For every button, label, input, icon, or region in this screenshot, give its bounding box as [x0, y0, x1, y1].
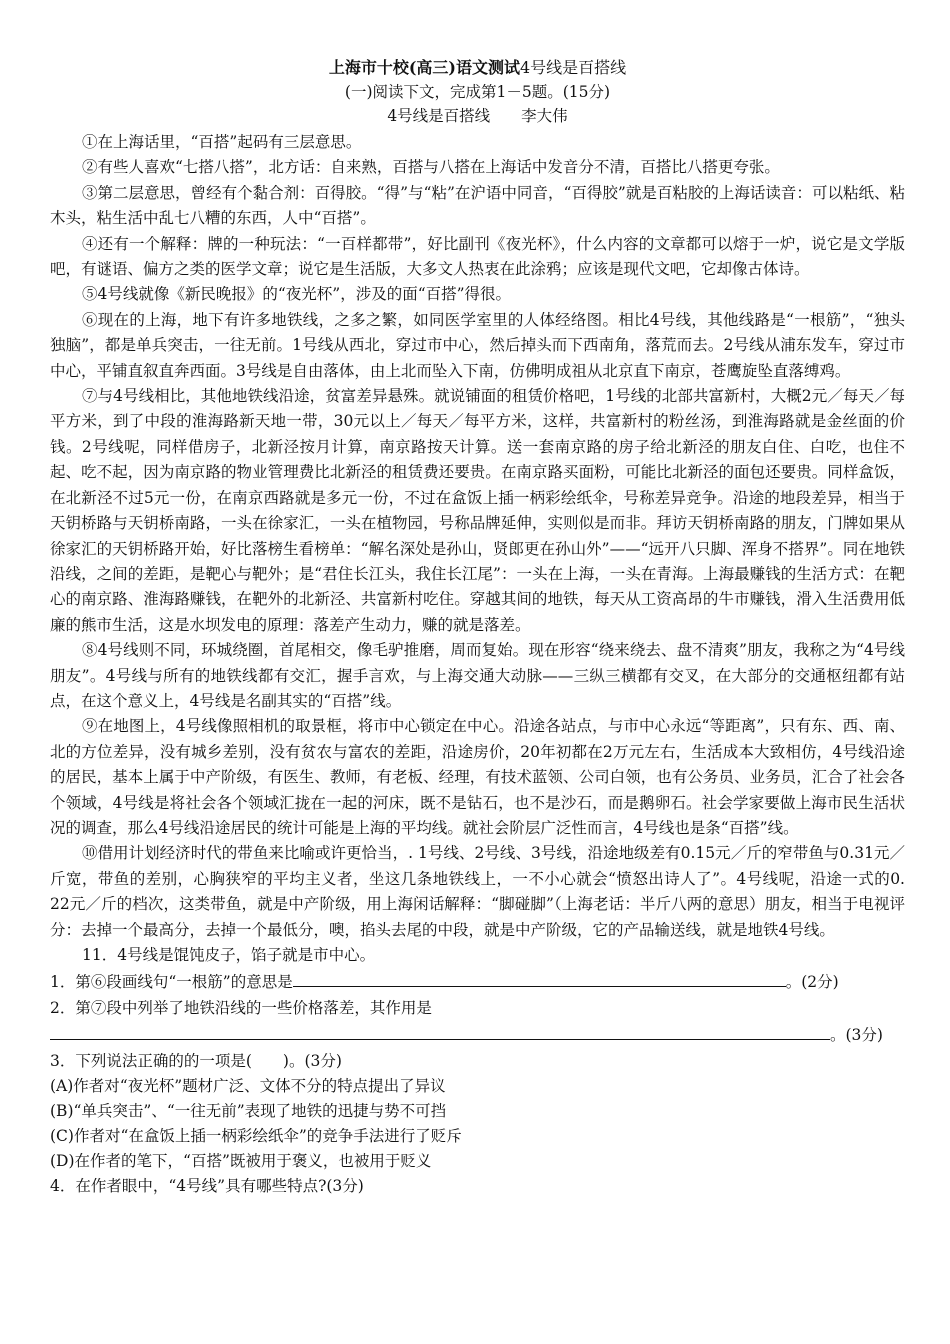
- question-3-option-d: (D)在作者的笔下，“百搭”既被用于褒义，也被用于贬义: [50, 1152, 432, 1171]
- question-2-score: 。(3分): [830, 1026, 883, 1045]
- article-title: 4号线是百搭线 李大伟: [387, 107, 568, 125]
- title-bold: 上海市十校(高三)语文测试: [328, 58, 520, 77]
- paragraph-10: ⑩借用计划经济时代的带鱼来比喻或许更恰当，. 1号线、2号线、3号线，沿途地级差有0.15元／斤的窄带鱼与0.31元／斤宽，带鱼的差别，心胸狭窄的平均主义者，坐这几条地铁线上，一不小心就会“愤怒出诗人了”。4号线呢，沿途一式的0. 22元／斤的档次，这类带鱼，就是中产阶级，用上海闲话解释：“脚碰脚”（上海老话：半斤八两的意思）朋友，相当于电视评分：去掉一个最高分，去掉一个最低分，噢，掐头去尾的中段，就是中产阶级，它的产品输送线，就是地铁4号线。: [50, 844, 905, 939]
- paragraph-8: ⑧4号线则不同，环城绕圈，首尾相交，像毛驴推磨，周而复始。现在形容“绕来绕去、盘不清爽”朋友，我称之为“4号线朋友”。4号线与所有的地铁线都有交汇，握手言欢，与上海交通大动脉——三纵三横都有交叉，在大部分的交通枢纽都有站点，在这个意义上，4号线是名副其实的“百搭”线。: [50, 641, 905, 710]
- question-3-option-b: (B)“单兵突击”、“一往无前”表现了地铁的迅捷与势不可挡: [50, 1102, 447, 1121]
- article-body: [50, 130, 905, 968]
- document-page: [50, 56, 905, 1199]
- questions-section: [50, 968, 905, 1199]
- question-3-option-a: (A)作者对“夜光杯”题材广泛、文体不分的特点提出了异议: [50, 1077, 446, 1096]
- question-4: 4．在作者眼中，“4号线”具有哪些特点?(3分): [50, 1177, 364, 1196]
- document-title: [50, 56, 905, 80]
- question-3-option-c: (C)作者对“在盒饭上插一柄彩绘纸伞”的竞争手法进行了贬斥: [50, 1127, 462, 1146]
- paragraph-4: ④还有一个解释：牌的一种玩法：“一百样都带”，好比副刊《夜光杯》，什么内容的文章都可以熔于一炉，说它是文学版吧，有谜语、偏方之类的医学文章；说它是生活版，大多文人热衷在此涂鸦；应该是现代文吧，它却像古体诗。: [50, 234, 905, 279]
- section-heading: (一)阅读下文，完成第1－5题。(15分): [344, 83, 611, 101]
- paragraph-2: ②有些人喜欢“七搭八搭”，北方话：自来熟，百搭与八搭在上海话中发音分不清，百搭比八搭更夸张。: [82, 158, 780, 177]
- question-1-text: 1．第⑥段画线句“一根筋”的意思是: [50, 973, 293, 992]
- paragraph-6: ⑥现在的上海，地下有许多地铁线，之多之繁，如同医学室里的人体经络图。相比4号线，其他线路是“一根筋”，“独头独脑”，都是单兵突击，一往无前。1号线从西北，穿过市中心，然后掉头而下西南角，落荒而去。2号线从浦东发车，穿过市中心，平铺直叙直奔西面。3号线是自由落体，由上北而坠入下南，仿佛明成祖从北京直下南京，苍鹰旋坠直落缚鸡。: [50, 310, 905, 380]
- question-1-answer-blank[interactable]: [293, 968, 786, 987]
- question-1: [50, 968, 905, 995]
- paragraph-1: ①在上海话里，“百搭”起码有三层意思。: [82, 133, 362, 151]
- paragraph-5: ⑤4号线就像《新民晚报》的“夜光杯”，涉及的面“百搭”得很。: [82, 285, 512, 304]
- question-1-score: 。(2分): [785, 973, 839, 992]
- paragraph-7: ⑦与4号线相比，其他地铁线沿途，贫富差异悬殊。就说铺面的租赁价格吧，1号线的北部共富新村，大概2元／每天／每平方米，到了中段的淮海路新天地一带，30元以上／每天／每平方米，这样，共富新村的粉丝汤，到淮海路就是金丝面的价钱。2号线呢，同样借房子，北新泾按月计算，南京路按天计算。送一套南京路的房子给北新泾的朋友白住、白吃，也住不起、吃不起，因为南京路的物业管理费比北新泾的租赁费还要贵。在南京路买面粉，可能比北新泾的面包还要贵。同样盒饭，在北新泾不过5元一份，在南京西路就是多元一份，不过在盒饭上插一柄彩绘纸伞，号称差异竞争。沿途的地段差异，相当于天钥桥路与天钥桥南路，一头在徐家汇，一头在植物园，号称品牌延伸，实则似是而非。拜访天钥桥南路的朋友，门牌如果从徐家汇的天钥桥路开始，好比落榜生看榜单：“解名深处是孙山，贤郎更在孙山外”——“远开八只脚、浑身不搭界”。同在地铁沿线，之间的差距，是靶心与靶外；是“君住长江头，我住长江尾”：一头在上海，一头在青海。上海最赚钱的生活方式：在靶心的南京路、淮海路赚钱，在靶外的北新泾、共富新村吃住。穿越其间的地铁，每天从工资高昂的牛市赚钱，滑入生活费用低廉的熊市生活，这是水坝发电的原理：落差产生动力，赚的就是落差。: [50, 387, 905, 634]
- question-2-answer-line: [50, 1021, 905, 1048]
- paragraph-3: ③第二层意思，曾经有个黏合剂：百得胶。“得”与“粘”在沪语中同音，“百得胶”就是百粘胶的上海话读音：可以粘纸、粘木头，粘生活中乱七八糟的东西，人中“百搭”。: [50, 183, 905, 228]
- question-2: 2．第⑦段中列举了地铁沿线的一些价格落差，其作用是: [50, 998, 432, 1017]
- question-3: 3．下列说法正确的的一项是( )。(3分): [50, 1051, 342, 1070]
- title-plain: 4号线是百搭线: [519, 58, 627, 77]
- question-2-answer-blank[interactable]: [50, 1021, 830, 1040]
- paragraph-9: ⑨在地图上，4号线像照相机的取景框，将市中心锁定在中心。沿途各站点，与市中心永远“等距离”，只有东、西、南、北的方位差异，没有城乡差别，没有贫农与富农的差距，沿途房价，20年初都在2万元左右，生活成本大致相仿，4号线沿途的居民，基本上属于中产阶级，有医生、教师，有老板、经理，有技术蓝领、公司白领，也有公务员、业务员，汇合了社会各个领域，4号线是将社会各个领域汇拢在一起的河床，既不是钻石，也不是沙石，而是鹅卵石。社会学家要做上海市民生活状况的调查，那么4号线沿途居民的统计可能是上海的平均线。就社会阶层广泛性而言，4号线也是条“百搭”线。: [50, 717, 905, 837]
- paragraph-11: 11．4号线是馄饨皮子，馅子就是市中心。: [82, 946, 376, 964]
